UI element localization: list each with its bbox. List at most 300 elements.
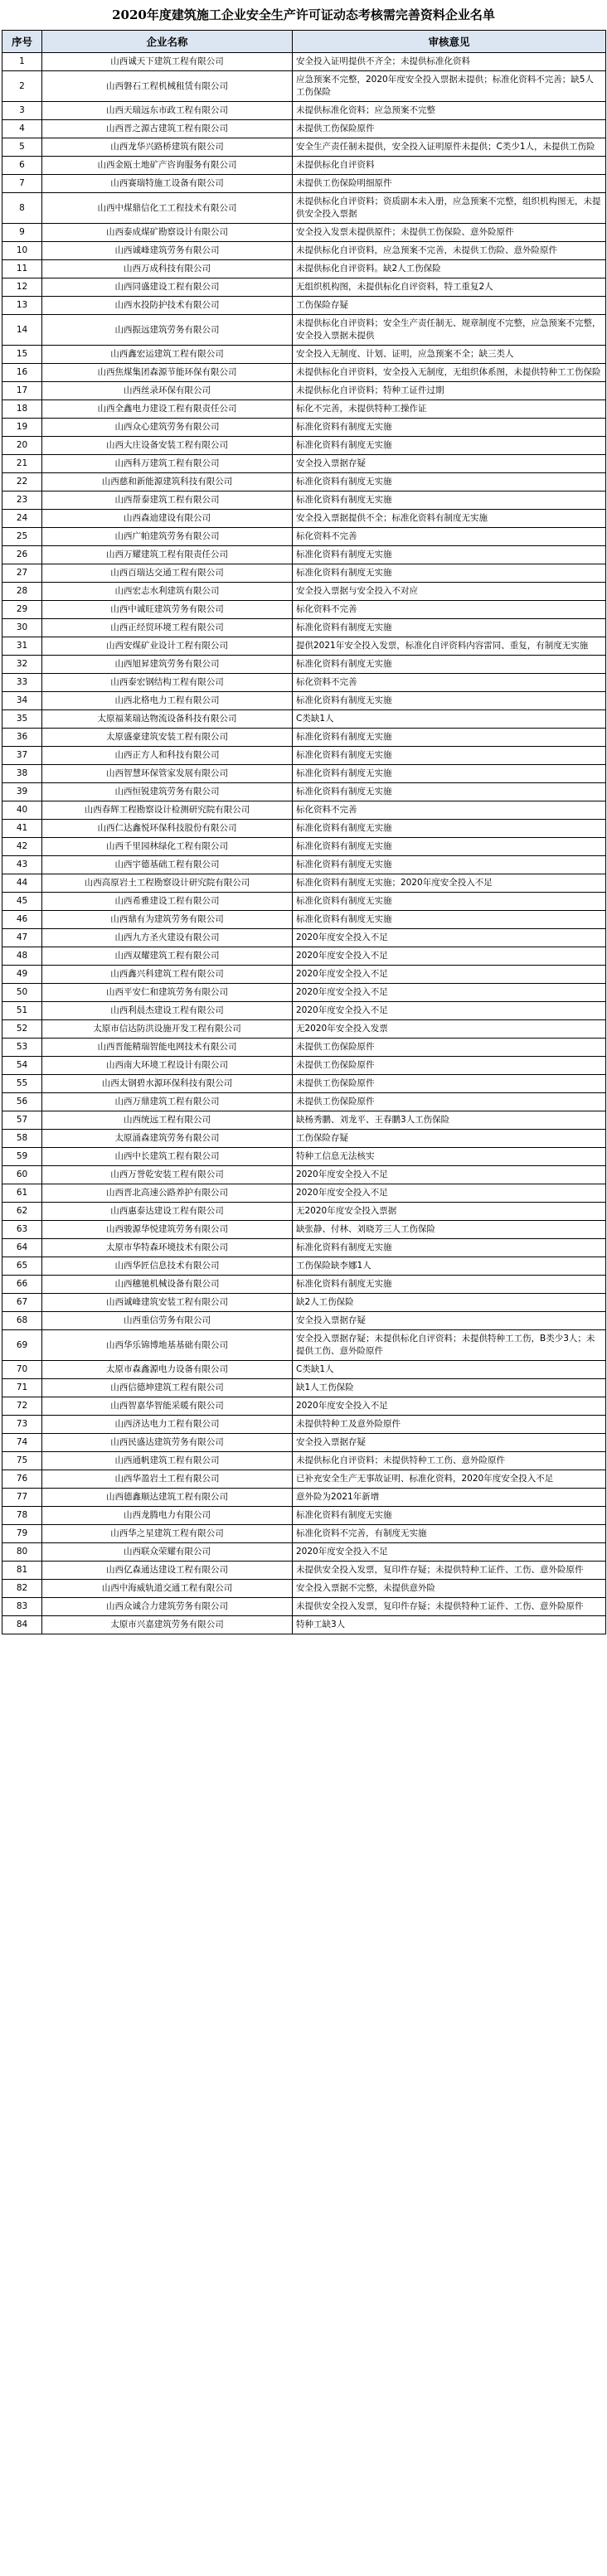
review-remark: 标准化资料有制度无实施: [293, 856, 606, 874]
company-name: 山西鑫宏运建筑工程有限公司: [42, 346, 293, 364]
company-name: 山西高原岩土工程勘察设计研究院有限公司: [42, 874, 293, 893]
company-name: 山西诚天下建筑工程有限公司: [42, 53, 293, 71]
company-name: 山西焦煤集团森源节能环保有限公司: [42, 364, 293, 382]
table-row: [2, 510, 606, 528]
table-row: [2, 1598, 606, 1616]
row-number: 25: [2, 528, 42, 546]
company-name: 山西旭昇建筑劳务有限公司: [42, 656, 293, 674]
review-remark: 标准化资料有制度无实施: [293, 656, 606, 674]
table-row: [2, 1312, 606, 1330]
page-title: 2020年度建筑施工企业安全生产许可证动态考核需完善资料企业名单: [112, 7, 495, 22]
row-number: 33: [2, 674, 42, 692]
review-remark: 无组织机构图，未提供标化自评资料，特工重复2人: [293, 278, 606, 297]
header-num: 序号: [2, 31, 42, 53]
table-row: [2, 729, 606, 747]
review-remark: 安全投入证明提供不齐全；未提供标准化资料: [293, 53, 606, 71]
table-row: [2, 455, 606, 473]
company-name: 山西众心建筑劳务有限公司: [42, 419, 293, 437]
table-row: [2, 260, 606, 278]
table-row: [2, 1361, 606, 1379]
table-row: [2, 1470, 606, 1489]
review-remark: 安全投入票据存疑: [293, 455, 606, 473]
company-name: 山西双耀建筑工程有限公司: [42, 947, 293, 966]
table-row: [2, 138, 606, 157]
row-number: 12: [2, 278, 42, 297]
row-number: 22: [2, 473, 42, 491]
table-row: [2, 1148, 606, 1166]
company-name: 山西正经贸环境工程有限公司: [42, 619, 293, 637]
company-name: 山西同盛建设工程有限公司: [42, 278, 293, 297]
review-remark: 应急预案不完整，2020年度安全投入票据未提供；标准化资料不完善；缺5人工伤保险: [293, 71, 606, 102]
company-name: 山西诚峰建筑劳务有限公司: [42, 242, 293, 260]
company-table: [2, 30, 606, 1634]
row-number: 37: [2, 747, 42, 765]
table-row: [2, 1075, 606, 1093]
company-name: 山西德鑫顺达建筑工程有限公司: [42, 1489, 293, 1507]
row-number: 77: [2, 1489, 42, 1507]
row-number: 84: [2, 1616, 42, 1634]
table-row: [2, 1580, 606, 1598]
table-row: [2, 1221, 606, 1239]
review-remark: 工伤保险存疑: [293, 1130, 606, 1148]
row-number: 48: [2, 947, 42, 966]
row-number: 35: [2, 710, 42, 729]
review-remark: 标准化资料不完善，有制度无实施: [293, 1525, 606, 1543]
table-row: [2, 710, 606, 729]
row-number: 68: [2, 1312, 42, 1330]
row-number: 31: [2, 637, 42, 656]
review-remark: 未提供工伤保险明细原件: [293, 175, 606, 193]
review-remark: 标准化资料有制度无实施: [293, 473, 606, 491]
review-remark: 标准化资料有制度无实施: [293, 419, 606, 437]
row-number: 46: [2, 911, 42, 929]
table-row: [2, 1330, 606, 1361]
review-remark: 2020年度安全投入不足: [293, 984, 606, 1002]
company-name: 山西希雅建设工程有限公司: [42, 893, 293, 911]
table-row: [2, 674, 606, 692]
table-row: [2, 1452, 606, 1470]
table-row: [2, 929, 606, 947]
review-remark: 未提供标化自评资料，安全投入无制度，无组织体系图，未提供特种工工伤保险: [293, 364, 606, 382]
row-number: 27: [2, 564, 42, 583]
company-name: 山西龙华兴路桥建筑有限公司: [42, 138, 293, 157]
table-row: [2, 1239, 606, 1257]
table-row: [2, 400, 606, 419]
row-number: 11: [2, 260, 42, 278]
row-number: 81: [2, 1562, 42, 1580]
table-row: [2, 157, 606, 175]
company-name: 太原市信达防洪设施开发工程有限公司: [42, 1020, 293, 1039]
review-remark: 标准化资料有制度无实施: [293, 911, 606, 929]
company-name: 山西华盈岩土工程有限公司: [42, 1470, 293, 1489]
company-name: 山西万鼎建筑工程有限公司: [42, 1093, 293, 1111]
review-remark: C类缺1人: [293, 710, 606, 729]
row-number: 38: [2, 765, 42, 783]
company-name: 山西重信劳务有限公司: [42, 1312, 293, 1330]
table-row: [2, 71, 606, 102]
review-remark: 安全投入票据不完整，未提供意外险: [293, 1580, 606, 1598]
review-remark: 2020年度安全投入不足: [293, 1002, 606, 1020]
row-number: 21: [2, 455, 42, 473]
table-row: [2, 528, 606, 546]
row-number: 65: [2, 1257, 42, 1276]
table-row: [2, 1562, 606, 1580]
company-name: 山西森迪建设有限公司: [42, 510, 293, 528]
review-remark: 缺1人工伤保险: [293, 1379, 606, 1397]
review-remark: 未提供安全投入发票，复印件存疑；未提供特种工证件、工伤、意外险原件: [293, 1598, 606, 1616]
review-remark: 标化不完善，未提供特种工操作证: [293, 400, 606, 419]
review-remark: 安全生产责任制未提供，安全投入证明原件未提供；C类少1人，未提供工伤险: [293, 138, 606, 157]
company-name: 山西诚峰建筑安装工程有限公司: [42, 1294, 293, 1312]
table-row: [2, 801, 606, 820]
table-row: [2, 382, 606, 400]
row-number: 47: [2, 929, 42, 947]
table-row: [2, 102, 606, 120]
company-name: 山西晋北高速公路养护有限公司: [42, 1184, 293, 1203]
row-number: 69: [2, 1330, 42, 1361]
review-remark: 未提供工伤保险原件: [293, 120, 606, 138]
row-number: 78: [2, 1507, 42, 1525]
company-name: 山西晋之源古建筑工程有限公司: [42, 120, 293, 138]
review-remark: 特种工信息无法核实: [293, 1148, 606, 1166]
company-name: 山西利晨杰建设工程有限公司: [42, 1002, 293, 1020]
review-remark: 2020年度安全投入不足: [293, 966, 606, 984]
company-name: 山西华之星建筑工程有限公司: [42, 1525, 293, 1543]
review-remark: 标准化资料有制度无实施: [293, 619, 606, 637]
table-row: [2, 1257, 606, 1276]
table-row: [2, 1416, 606, 1434]
review-remark: 标准化资料有制度无实施: [293, 564, 606, 583]
company-name: 山西万成科技有限公司: [42, 260, 293, 278]
table-row: [2, 1507, 606, 1525]
company-name: 山西千里园林绿化工程有限公司: [42, 838, 293, 856]
company-name: 山西赛瑞特施工设备有限公司: [42, 175, 293, 193]
review-remark: 未提供标化自评资料；特种工证件过期: [293, 382, 606, 400]
table-row: [2, 619, 606, 637]
table-row: [2, 1002, 606, 1020]
table-row: [2, 874, 606, 893]
row-number: 6: [2, 157, 42, 175]
company-name: 山西中诚旺建筑劳务有限公司: [42, 601, 293, 619]
review-remark: 未提供安全投入发票，复印件存疑；未提供特种工证件、工伤、意外险原件: [293, 1562, 606, 1580]
review-remark: 未提供标化自评资料: [293, 157, 606, 175]
row-number: 5: [2, 138, 42, 157]
company-name: 山西鑫兴科建筑工程有限公司: [42, 966, 293, 984]
row-number: 52: [2, 1020, 42, 1039]
company-name: 山西恒锐建筑劳务有限公司: [42, 783, 293, 801]
row-number: 43: [2, 856, 42, 874]
company-name: 山西华匠信息技术有限公司: [42, 1257, 293, 1276]
review-remark: 标准化资料有制度无实施: [293, 838, 606, 856]
table-row: [2, 1397, 606, 1416]
review-remark: 2020年度安全投入不足: [293, 929, 606, 947]
table-row: [2, 364, 606, 382]
review-remark: 标准化资料有制度无实施: [293, 1507, 606, 1525]
review-remark: 安全投入票据存疑；未提供标化自评资料；未提供特种工工伤，B类少3人；未提供工伤、意外险原件: [293, 1330, 606, 1361]
row-number: 10: [2, 242, 42, 260]
table-row: [2, 856, 606, 874]
review-remark: 标准化资料有制度无实施；2020年度安全投入不足: [293, 874, 606, 893]
row-number: 53: [2, 1039, 42, 1057]
review-remark: 缺张静、付林、刘晓芳三人工伤保险: [293, 1221, 606, 1239]
review-remark: 标准化资料有制度无实施: [293, 729, 606, 747]
row-number: 24: [2, 510, 42, 528]
row-number: 32: [2, 656, 42, 674]
company-name: 山西万誉乾安装工程有限公司: [42, 1166, 293, 1184]
company-name: 山西科万建筑工程有限公司: [42, 455, 293, 473]
row-number: 67: [2, 1294, 42, 1312]
header-remark: 审核意见: [293, 31, 606, 53]
row-number: 54: [2, 1057, 42, 1075]
row-number: 29: [2, 601, 42, 619]
table-row: [2, 783, 606, 801]
company-name: 太原市森鑫源电力设备有限公司: [42, 1361, 293, 1379]
table-row: [2, 656, 606, 674]
table-row: [2, 546, 606, 564]
company-name: 山西正方人和科技有限公司: [42, 747, 293, 765]
company-name: 山西华乐锦博地基基础有限公司: [42, 1330, 293, 1361]
company-name: 山西九方圣火建设有限公司: [42, 929, 293, 947]
company-name: 山西宏志水利建筑有限公司: [42, 583, 293, 601]
row-number: 73: [2, 1416, 42, 1434]
table-row: [2, 175, 606, 193]
company-name: 山西通帆建筑工程有限公司: [42, 1452, 293, 1470]
company-name: 山西信德坤建筑工程有限公司: [42, 1379, 293, 1397]
company-name: 太原市华特森环境技术有限公司: [42, 1239, 293, 1257]
row-number: 75: [2, 1452, 42, 1470]
review-remark: 2020年度安全投入不足: [293, 1166, 606, 1184]
review-remark: 标准化资料有制度无实施: [293, 1239, 606, 1257]
row-number: 14: [2, 315, 42, 346]
company-name: 山西慈和新能源建筑科技有限公司: [42, 473, 293, 491]
review-remark: 标准化资料有制度无实施: [293, 1276, 606, 1294]
review-remark: 标准化资料有制度无实施: [293, 546, 606, 564]
review-remark: 标准化资料有制度无实施: [293, 765, 606, 783]
review-remark: 无2020年度安全投入票据: [293, 1203, 606, 1221]
row-number: 4: [2, 120, 42, 138]
company-name: 山西南大环境工程设计有限公司: [42, 1057, 293, 1075]
review-remark: 未提供工伤保险原件: [293, 1075, 606, 1093]
company-name: 山西金瓯土地矿产咨询服务有限公司: [42, 157, 293, 175]
company-name: 山西骏源华悦建筑劳务有限公司: [42, 1221, 293, 1239]
row-number: 36: [2, 729, 42, 747]
row-number: 16: [2, 364, 42, 382]
table-row: [2, 278, 606, 297]
row-number: 71: [2, 1379, 42, 1397]
table-row: [2, 1130, 606, 1148]
review-remark: 未提供工伤保险原件: [293, 1039, 606, 1057]
company-name: 山西鼎有为建筑劳务有限公司: [42, 911, 293, 929]
row-number: 60: [2, 1166, 42, 1184]
company-name: 山西穗驰机械设备有限公司: [42, 1276, 293, 1294]
table-row: [2, 1525, 606, 1543]
review-remark: 工伤保险缺李娜1人: [293, 1257, 606, 1276]
company-name: 山西春辉工程勘察设计检测研究院有限公司: [42, 801, 293, 820]
review-remark: 标准化资料有制度无实施: [293, 692, 606, 710]
company-name: 山西中海威轨道交通工程有限公司: [42, 1580, 293, 1598]
company-name: 山西智嘉华智能采暖有限公司: [42, 1397, 293, 1416]
row-number: 72: [2, 1397, 42, 1416]
table-row: [2, 120, 606, 138]
table-row: [2, 692, 606, 710]
table-row: [2, 984, 606, 1002]
row-number: 58: [2, 1130, 42, 1148]
company-name: 山西龙腾电力有限公司: [42, 1507, 293, 1525]
table-row: [2, 1111, 606, 1130]
row-number: 51: [2, 1002, 42, 1020]
review-remark: 未提供工伤保险原件: [293, 1057, 606, 1075]
table-row: [2, 1543, 606, 1562]
company-name: 山西磐石工程机械租赁有限公司: [42, 71, 293, 102]
company-name: 山西泰成煤矿勘察设计有限公司: [42, 224, 293, 242]
company-name: 山西宇德基础工程有限公司: [42, 856, 293, 874]
company-name: 山西济达电力工程有限公司: [42, 1416, 293, 1434]
review-remark: 2020年度安全投入不足: [293, 947, 606, 966]
row-number: 40: [2, 801, 42, 820]
table-row: [2, 1276, 606, 1294]
table-row: [2, 765, 606, 783]
review-remark: 标化资料不完善: [293, 674, 606, 692]
table-row: [2, 1203, 606, 1221]
row-number: 50: [2, 984, 42, 1002]
table-row: [2, 637, 606, 656]
company-name: 太原盛豪建筑安装工程有限公司: [42, 729, 293, 747]
table-row: [2, 1379, 606, 1397]
review-remark: 未提供特种工及意外险原件: [293, 1416, 606, 1434]
row-number: 28: [2, 583, 42, 601]
row-number: 26: [2, 546, 42, 564]
table-row: [2, 601, 606, 619]
row-number: 70: [2, 1361, 42, 1379]
review-remark: 安全投入票据存疑: [293, 1312, 606, 1330]
review-remark: 安全投入票据与安全投入不对应: [293, 583, 606, 601]
table-row: [2, 242, 606, 260]
review-remark: 工伤保险存疑: [293, 297, 606, 315]
company-name: 山西水投防护技术有限公司: [42, 297, 293, 315]
company-name: 山西惠泰达建设工程有限公司: [42, 1203, 293, 1221]
row-number: 59: [2, 1148, 42, 1166]
review-remark: 未提供工伤保险原件: [293, 1093, 606, 1111]
row-number: 45: [2, 893, 42, 911]
company-name: 山西百瑞达交通工程有限公司: [42, 564, 293, 583]
company-name: 山西中长建筑工程有限公司: [42, 1148, 293, 1166]
company-name: 山西仁达鑫悦环保科技股份有限公司: [42, 820, 293, 838]
table-row: [2, 1616, 606, 1634]
row-number: 39: [2, 783, 42, 801]
table-row: [2, 224, 606, 242]
row-number: 61: [2, 1184, 42, 1203]
company-name: 山西民盛达建筑劳务有限公司: [42, 1434, 293, 1452]
review-remark: 2020年度安全投入不足: [293, 1397, 606, 1416]
review-remark: 未提供标化自评资料；未提供特种工工伤、意外险原件: [293, 1452, 606, 1470]
review-remark: C类缺1人: [293, 1361, 606, 1379]
table-row: [2, 911, 606, 929]
review-remark: 标准化资料有制度无实施: [293, 437, 606, 455]
company-name: 山西天瑞远东市政工程有限公司: [42, 102, 293, 120]
row-number: 41: [2, 820, 42, 838]
company-name: 太原市兴嘉建筑劳务有限公司: [42, 1616, 293, 1634]
row-number: 49: [2, 966, 42, 984]
company-name: 山西泰宏钢结构工程有限公司: [42, 674, 293, 692]
table-row: [2, 1489, 606, 1507]
review-remark: 标化资料不完善: [293, 528, 606, 546]
company-name: 山西晋能精瑞智能电网技术有限公司: [42, 1039, 293, 1057]
company-name: 太原涌森建筑劳务有限公司: [42, 1130, 293, 1148]
table-row: [2, 564, 606, 583]
review-remark: 安全投入票据提供不全；标准化资料有制度无实施: [293, 510, 606, 528]
company-name: 太原福莱瑞达物流设备科技有限公司: [42, 710, 293, 729]
review-remark: 缺杨秀鹏、刘龙平、王春鹏3人工伤保险: [293, 1111, 606, 1130]
table-row: [2, 893, 606, 911]
row-number: 34: [2, 692, 42, 710]
row-number: 2: [2, 71, 42, 102]
table-row: [2, 838, 606, 856]
table-row: [2, 1093, 606, 1111]
row-number: 82: [2, 1580, 42, 1598]
company-name: 山西帮泰建筑工程有限公司: [42, 491, 293, 510]
company-name: 山西智慧环保管家发展有限公司: [42, 765, 293, 783]
table-row: [2, 947, 606, 966]
review-remark: 未提供标准化资料；应急预案不完整: [293, 102, 606, 120]
review-remark: 缺2人工伤保险: [293, 1294, 606, 1312]
table-row: [2, 297, 606, 315]
review-remark: 标准化资料有制度无实施: [293, 491, 606, 510]
review-remark: 标准化资料有制度无实施: [293, 747, 606, 765]
row-number: 56: [2, 1093, 42, 1111]
table-row: [2, 53, 606, 71]
review-remark: 标化资料不完善: [293, 601, 606, 619]
review-remark: 标化资料不完善: [293, 801, 606, 820]
review-remark: 提供2021年安全投入发票，标准化自评资料内容雷同、重复，有制度无实施: [293, 637, 606, 656]
review-remark: 安全投入无制度、计划、证明，应急预案不全；缺三类人: [293, 346, 606, 364]
review-remark: 2020年度安全投入不足: [293, 1184, 606, 1203]
row-number: 64: [2, 1239, 42, 1257]
row-number: 18: [2, 400, 42, 419]
review-remark: 未提供标化自评资料；安全生产责任制无、规章制度不完整，应急预案不完整，安全投入票据未提供: [293, 315, 606, 346]
company-name: 山西联众荣耀有限公司: [42, 1543, 293, 1562]
row-number: 76: [2, 1470, 42, 1489]
row-number: 7: [2, 175, 42, 193]
review-remark: 标准化资料有制度无实施: [293, 893, 606, 911]
table-row: [2, 583, 606, 601]
review-remark: 已补充安全生产无事故证明、标准化资料，2020年度安全投入不足: [293, 1470, 606, 1489]
row-number: 44: [2, 874, 42, 893]
company-name: 山西大庄设备安装工程有限公司: [42, 437, 293, 455]
company-name: 山西中煤鼎信化工工程技术有限公司: [42, 193, 293, 224]
table-row: [2, 1020, 606, 1039]
company-name: 山西平安仁和建筑劳务有限公司: [42, 984, 293, 1002]
review-remark: 安全投入发票未提供原件；未提供工伤保险、意外险原件: [293, 224, 606, 242]
row-number: 17: [2, 382, 42, 400]
row-number: 57: [2, 1111, 42, 1130]
row-number: 1: [2, 53, 42, 71]
table-row: [2, 966, 606, 984]
company-name: 山西众诚合力建筑劳务有限公司: [42, 1598, 293, 1616]
table-row: [2, 1434, 606, 1452]
table-row: [2, 473, 606, 491]
review-remark: 特种工缺3人: [293, 1616, 606, 1634]
review-remark: 未提供标化自评资料；资质副本未入册，应急预案不完整，组织机构图无，未提供安全投入票据: [293, 193, 606, 224]
review-remark: 意外险为2021年新增: [293, 1489, 606, 1507]
company-name: 山西安煤矿业设计工程有限公司: [42, 637, 293, 656]
row-number: 19: [2, 419, 42, 437]
row-number: 23: [2, 491, 42, 510]
company-name: 山西广帕建筑劳务有限公司: [42, 528, 293, 546]
table-row: [2, 193, 606, 224]
row-number: 20: [2, 437, 42, 455]
company-name: 山西统远工程有限公司: [42, 1111, 293, 1130]
table-row: [2, 747, 606, 765]
